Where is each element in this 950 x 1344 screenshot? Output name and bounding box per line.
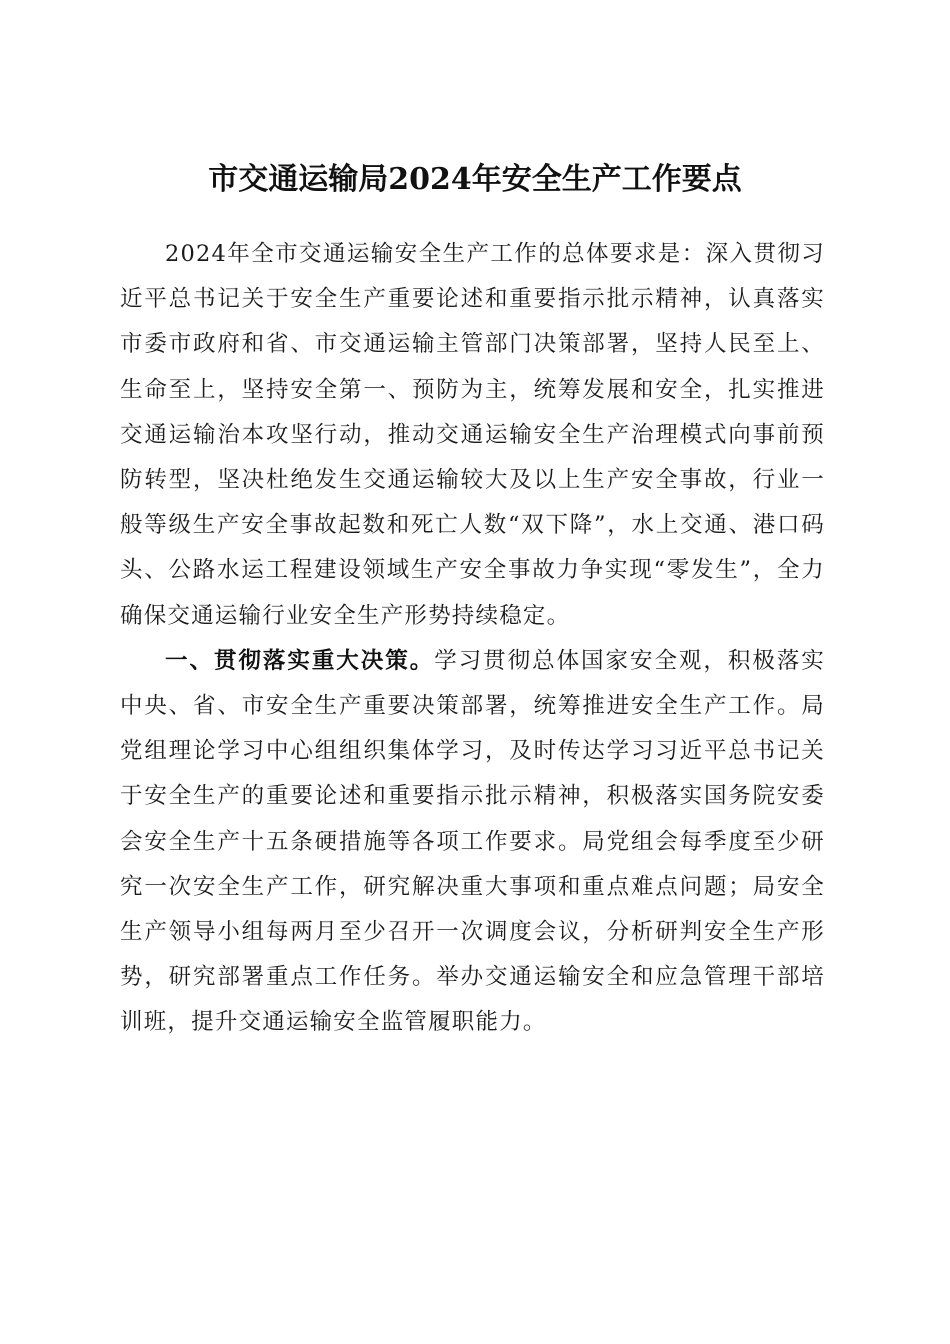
- section-heading: 一、贯彻落实重大决策。: [165, 647, 435, 674]
- paragraph-overall-requirements: [120, 232, 825, 639]
- paragraph-text: 学习贯彻总体国家安全观，积极落实中央、省、市安全生产重要决策部署，统筹推进安全生产工作。局党组理论学习中心组组织集体学习，及时传达学习习近平总书记关于安全生产的重要论述和重要指示批示精神，积极落实国务院安委会安全生产十五条硬措施等各项工作要求。局党组会每季度至少研究一次安全生产工作，研究解决重大事项和重点难点问题；局安全生产领导小组每两月至少召开一次调度会议，分析研判安全生产形势，研究部署重点工作任务。举办交通运输安全和应急管理干部培训班，提升交通运输安全监管履职能力。: [120, 647, 825, 1036]
- document-title: 市交通运输局2024年安全生产工作要点: [208, 162, 742, 198]
- document-body: [120, 232, 825, 1046]
- paragraph-text: 2024年全市交通运输安全生产工作的总体要求是：深入贯彻习近平总书记关于安全生产重要论述和重要指示批示精神，认真落实市委市政府和省、市交通运输主管部门决策部署，坚持人民至上、生命至上，坚持安全第一、预防为主，统筹发展和安全，扎实推进交通运输治本攻坚行动，推动交通运输安全生产治理模式向事前预防转型，坚决杜绝发生交通运输较大及以上生产安全事故，行业一般等级生产安全事故起数和死亡人数“双下降”，水上交通、港口码头、公路水运工程建设领域生产安全事故力争实现“零发生”，全力确保交通运输行业安全生产形势持续稳定。: [120, 241, 825, 629]
- paragraph-section-one: [120, 639, 825, 1046]
